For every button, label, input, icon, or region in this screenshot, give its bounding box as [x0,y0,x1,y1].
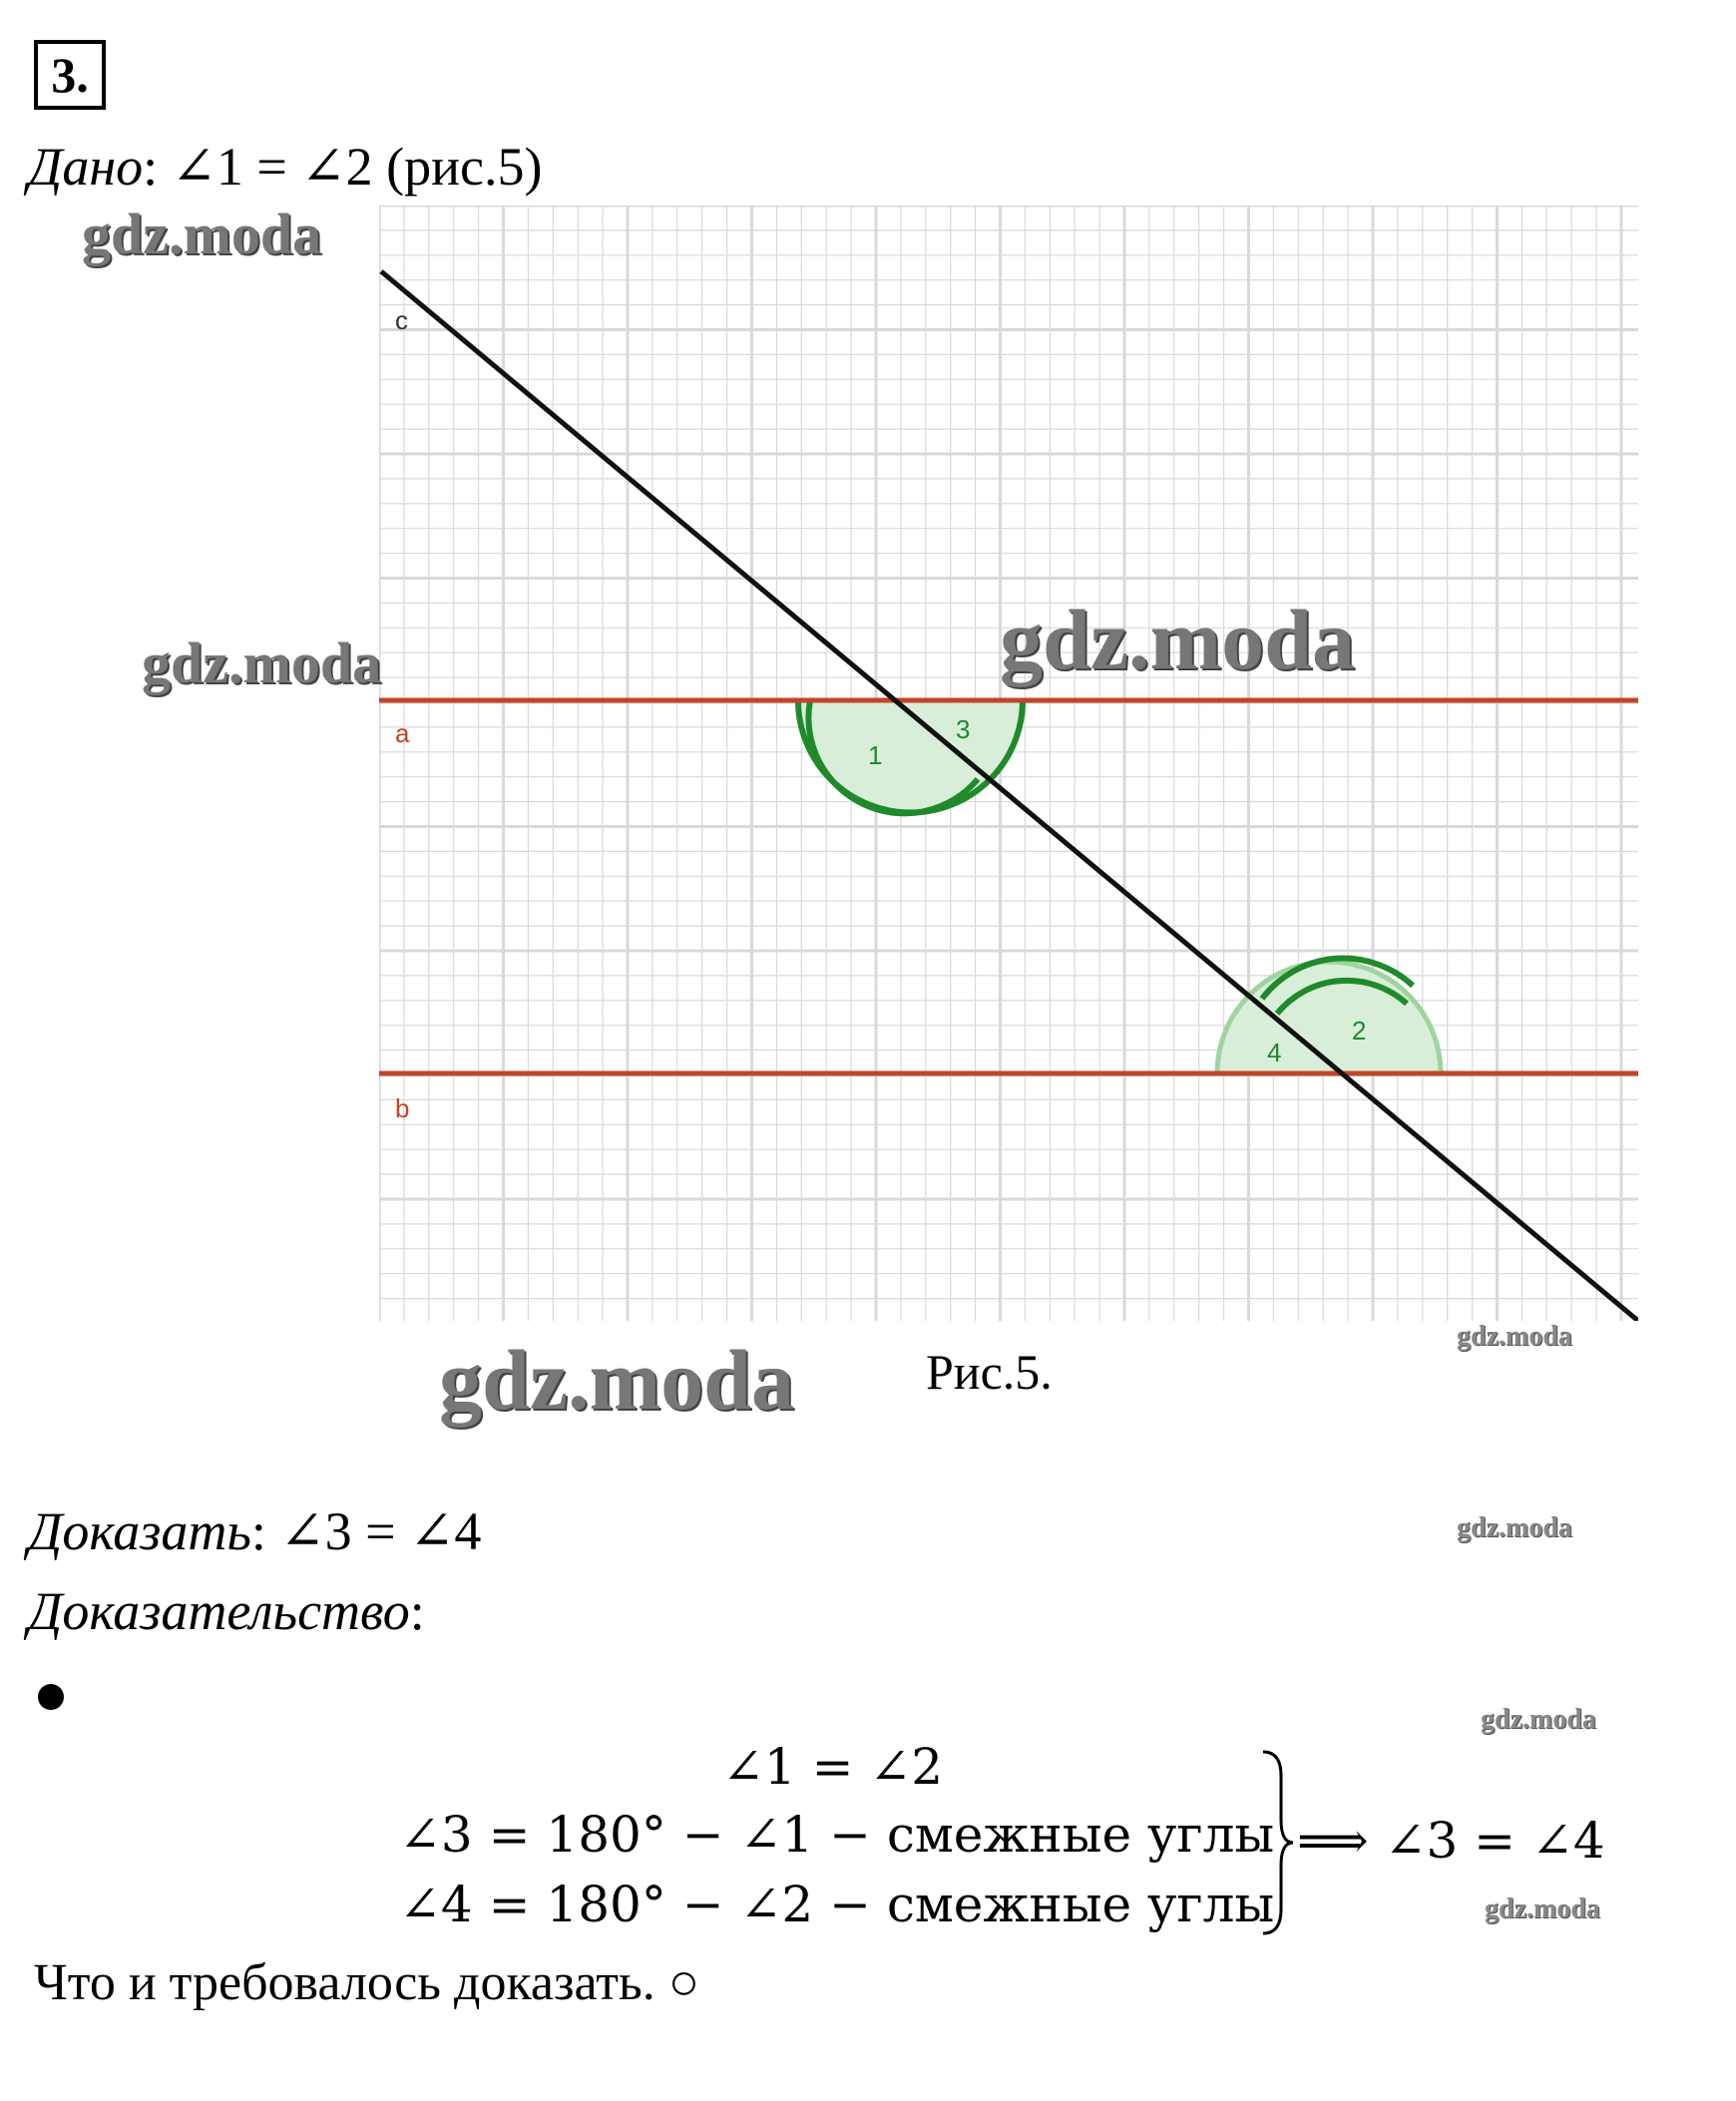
watermark-6: gdz.moda [1457,1512,1572,1543]
angle-arcs-top [798,700,1023,813]
proof-text: : [409,1581,425,1641]
figure-caption: Рис.5. [926,1344,1053,1400]
watermark-8: gdz.moda [1485,1893,1600,1924]
label-a: a [395,718,410,748]
prove-text: : ∠3 = ∠4 [250,1501,482,1561]
proof-label: Доказательство [28,1581,410,1641]
prove-line [28,1501,482,1561]
label-c: c [395,305,408,335]
equation-2: ∠3 = 180° − ∠1 − смежные углы [399,1806,1275,1864]
angle-label-1: 1 [868,740,883,770]
equation-3: ∠4 = 180° − ∠2 − смежные углы [399,1876,1275,1933]
watermark-7: gdz.moda [1481,1704,1596,1735]
angle-label-3: 3 [956,714,971,744]
given-label: Дано [28,137,144,197]
brace [1259,1748,1295,1937]
equation-1: ∠1 = ∠2 [722,1738,944,1796]
watermark-3: gdz.moda [1000,592,1355,687]
angle-fill-top [798,700,1023,813]
given-text: : ∠1 = ∠2 (рис.5) [143,137,543,197]
watermark-1: gdz.moda [82,202,322,266]
conclusion: ⟹ ∠3 = ∠4 [1297,1812,1605,1870]
grid [379,206,1638,1321]
geometry-figure [379,206,1638,1321]
prove-label: Доказать [28,1501,251,1561]
angle-label-2: 2 [1352,1016,1367,1046]
closing-line: Что и требовалось доказать. ○ [34,1954,700,2011]
watermark-5: gdz.moda [1457,1321,1572,1352]
angle-label-4: 4 [1267,1038,1282,1067]
proof-line [28,1581,425,1641]
bullet [38,1684,64,1710]
watermark-4: gdz.moda [439,1332,794,1428]
watermark-2: gdz.moda [142,630,382,695]
given-line [28,137,543,197]
task-number: 3. [34,40,106,110]
label-b: b [395,1093,410,1123]
